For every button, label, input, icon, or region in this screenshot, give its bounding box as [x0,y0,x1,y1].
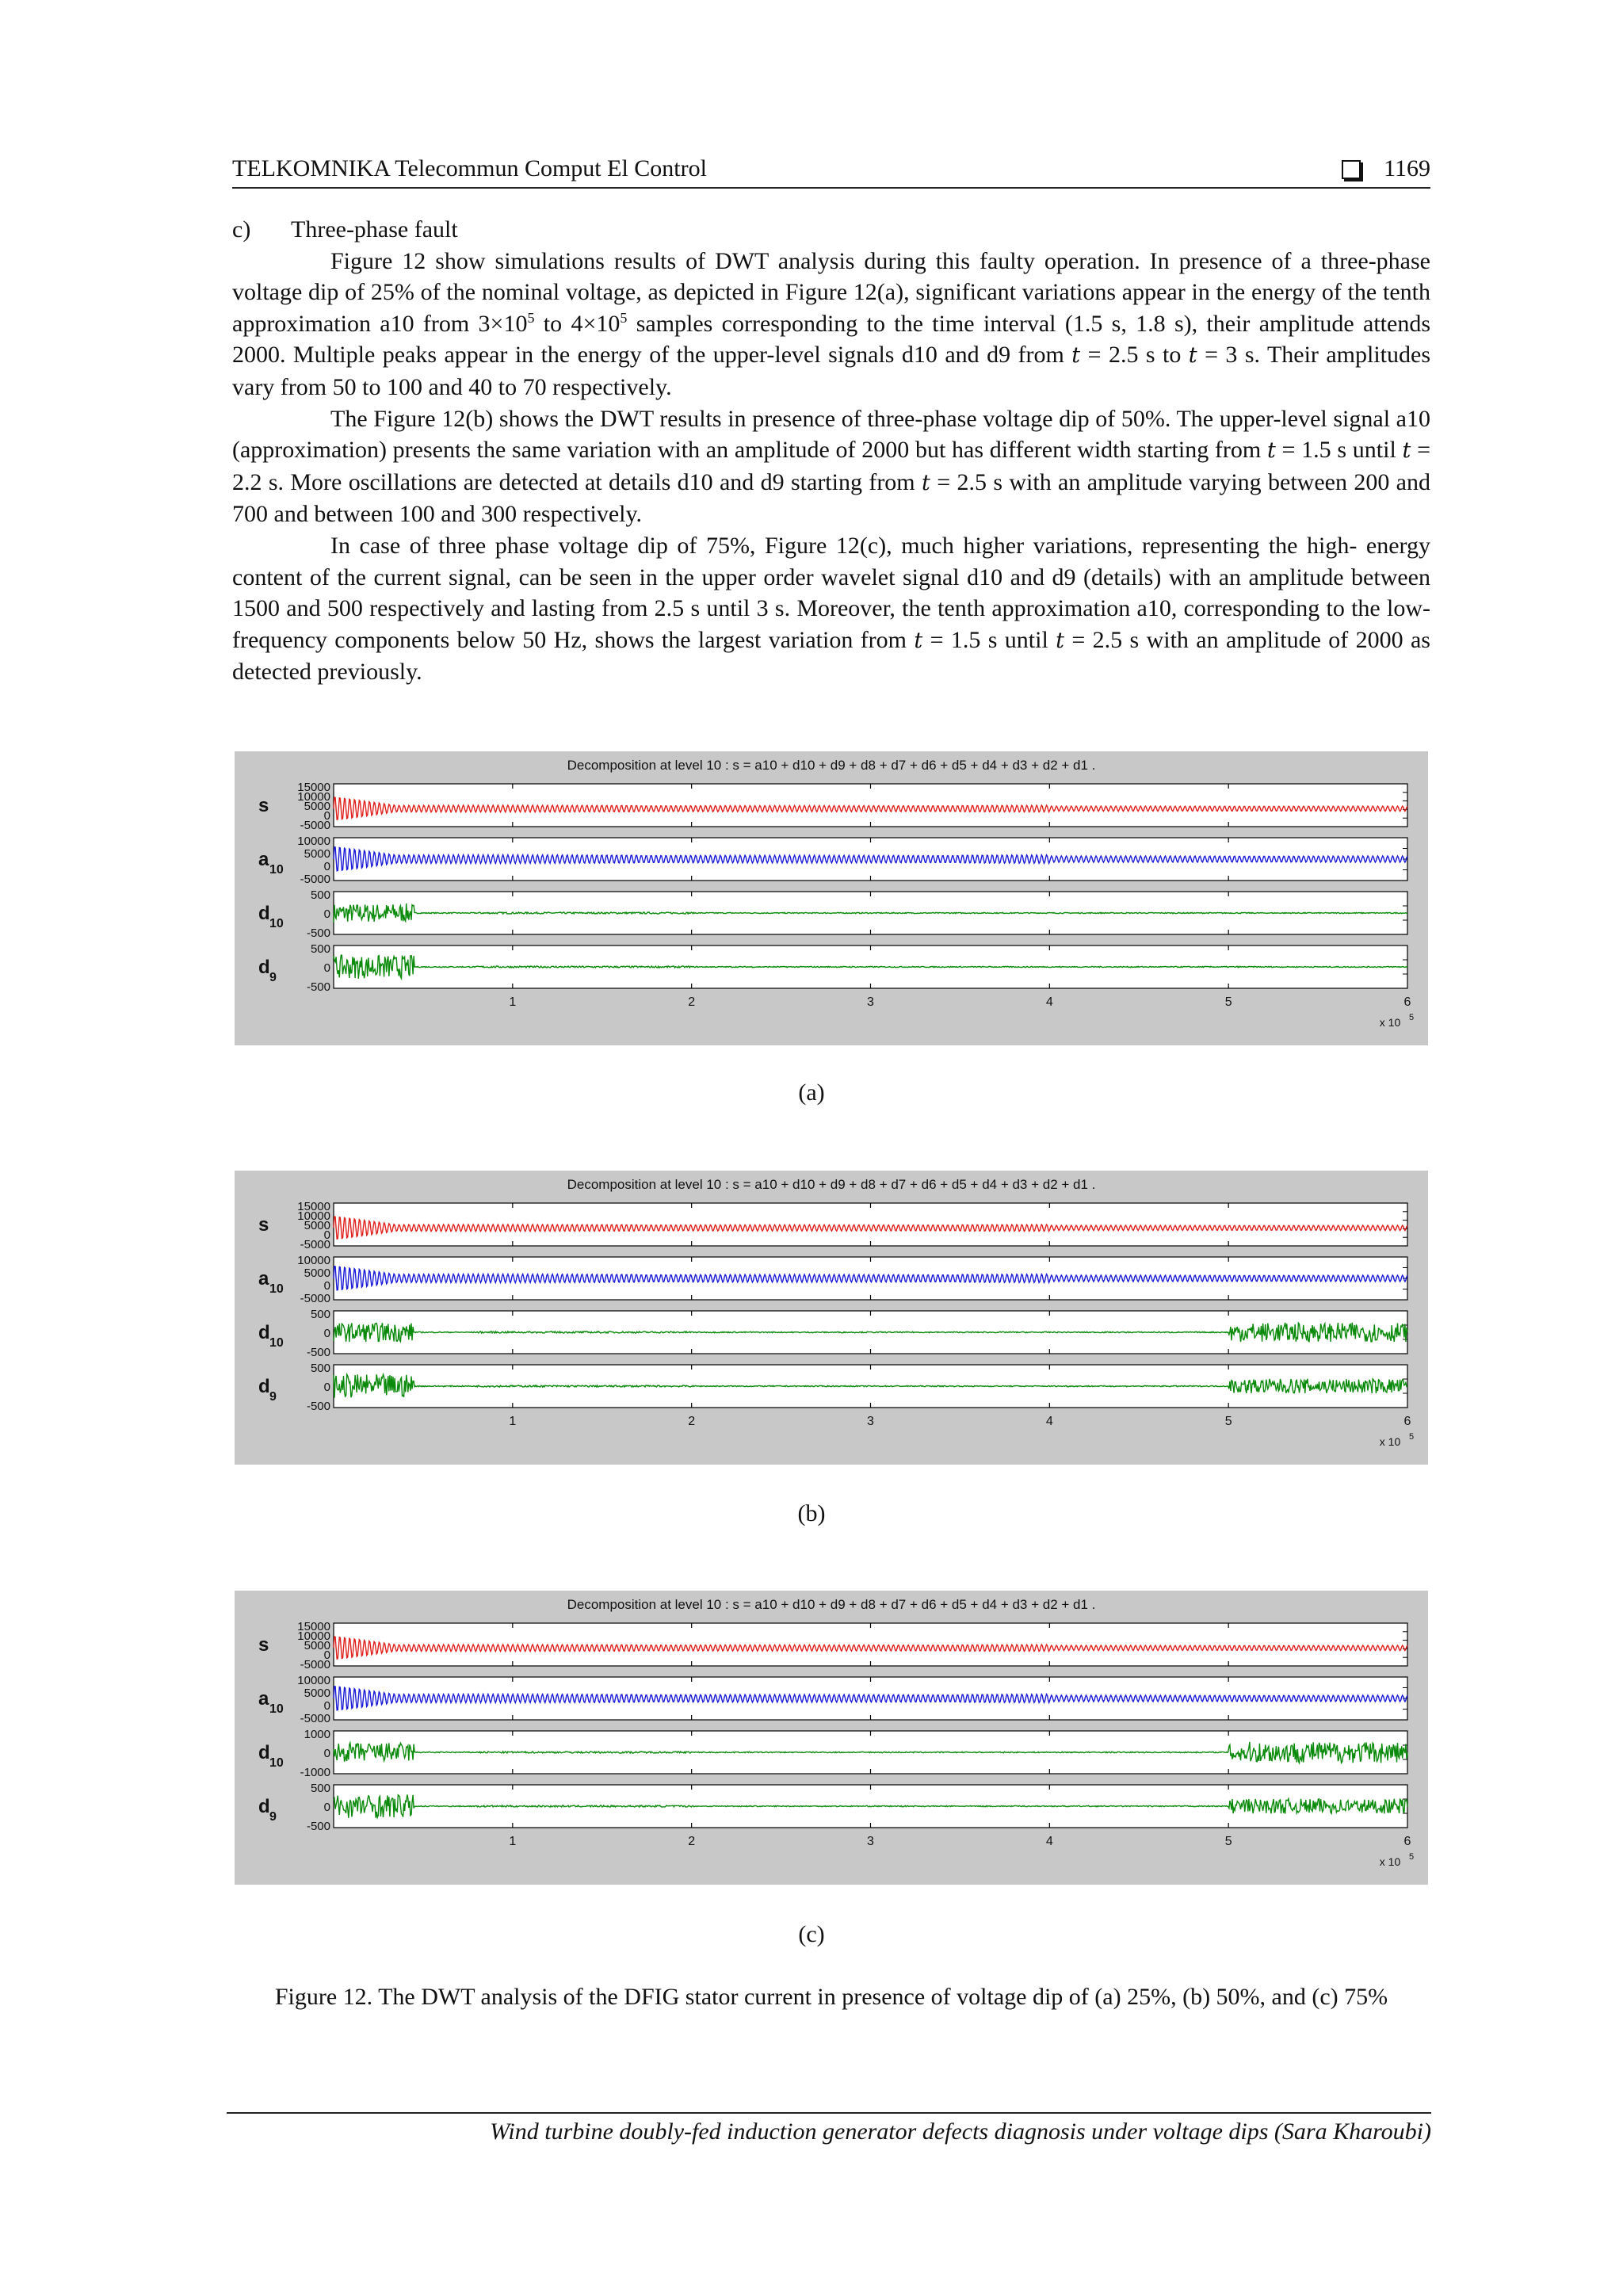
y-tick-label: 0 [323,1648,330,1662]
figure-12b [235,1171,1428,1465]
y-tick-label: 0 [323,1801,330,1814]
row-label-subscript: 9 [269,971,277,984]
math-t: t [1266,438,1276,464]
x-multiplier-label: x 10 [1379,1855,1401,1868]
y-tick-label: 0 [323,1381,330,1394]
p1-text-e: = 3 s. Their amplitudes vary from 50 to 100 and 40 to 70 respectively. [232,342,1430,400]
x-multiplier-label: x 10 [1379,1016,1401,1029]
y-tick-label: 5000 [304,1219,330,1232]
x-tick-label: 3 [867,1835,874,1848]
row-label-d9: d [258,1796,270,1817]
y-tick-label: 10000 [297,790,330,804]
row-label-subscript: 10 [269,917,284,930]
journal-title: TELKOMNIKA Telecommun Comput El Control [232,155,707,181]
math-t: t [1071,343,1081,369]
row-label-subscript: 10 [269,1282,284,1296]
x-tick-label: 1 [509,1415,517,1428]
subcaption-c: (c) [798,1921,825,1947]
row-label-subscript: 9 [269,1390,277,1404]
y-tick-label: 0 [323,1699,330,1713]
y-tick-label: 500 [310,1362,330,1375]
y-tick-label: -500 [306,980,330,994]
row-label-subscript: 10 [269,863,284,877]
y-tick-label: 0 [323,1279,330,1293]
p2-text-a: The Figure 12(b) shows the DWT results in presence of three-phase voltage dip of 50%. The upper-level signal a10 (approximation) presents the same variation with an amplitude of 2000 but has different width starting from [232,405,1430,464]
figure-title: Decomposition at level 10 : s = a10 + d10 + d9 + d8 + d7 + d6 + d5 + d4 + d3 + d2 + d1 . [567,1177,1096,1192]
y-tick-label: 0 [323,809,330,823]
x-tick-label: 2 [688,1415,696,1428]
y-tick-label: 1000 [304,1728,330,1741]
exponent: 5 [527,309,535,326]
y-tick-label: 0 [323,1747,330,1760]
figure-12c [235,1591,1428,1885]
y-tick-label: -500 [306,1346,330,1359]
y-tick-label: 10000 [297,1674,330,1687]
p2-text-d: = 2.5 s with an amplitude varying between 200 and 700 and between 100 and 300 respectively. [232,468,1430,528]
math-t: t [922,470,930,495]
x-tick-label: 5 [1224,1835,1232,1848]
axes-s [334,1623,1407,1666]
y-tick-label: -5000 [300,1658,330,1671]
subcaption-a: (a) [798,1079,825,1106]
p2-text-b: = 1.5 s until [1275,437,1403,464]
section-label: c) [232,216,251,243]
y-tick-label: 5000 [304,1266,330,1280]
y-tick-label: 500 [310,888,330,902]
x-tick-label: 4 [1045,1415,1053,1428]
body-text [232,214,1430,688]
footer-text: Wind turbine doubly-fed induction generator defects diagnosis under voltage dips (Sara Kharoubi) [490,2118,1431,2145]
x-tick-label: 4 [1045,995,1053,1009]
row-label-d10: d [258,903,270,924]
math-t: t [1402,438,1411,464]
row-label-s: s [258,795,269,816]
page-number: 1169 [1384,155,1430,181]
row-label-subscript: 10 [269,1336,284,1350]
x-tick-label: 1 [509,1835,517,1848]
row-label-a10: a [258,1688,269,1710]
p3-text-c: = 2.5 s with an amplitude of 2000 as detected previously. [232,626,1430,686]
x-tick-label: 1 [509,995,517,1009]
math-t: t [1056,628,1065,653]
y-tick-label: 10000 [297,1254,330,1267]
y-tick-label: 5000 [304,1639,330,1652]
p2-text-c: = 2.2 s. More oscillations are detected at details d10 and d9 starting from [232,437,1430,495]
x-multiplier-exponent: 5 [1409,1432,1415,1442]
y-tick-label: -1000 [300,1766,330,1779]
y-tick-label: 15000 [297,781,330,794]
running-footer [227,2112,1431,2145]
y-tick-label: 10000 [297,1209,330,1223]
y-tick-label: 5000 [304,847,330,861]
paragraph-1 [232,246,1430,403]
y-tick-label: -5000 [300,873,330,886]
dwt-plot-svg [235,1591,1428,1885]
paragraph-3 [232,530,1430,688]
math-t: t [1188,343,1197,369]
p1-text-d: = 2.5 s to [1080,342,1189,369]
x-tick-label: 6 [1403,995,1411,1009]
row-label-subscript: 10 [269,1702,284,1716]
x-tick-label: 5 [1224,1415,1232,1428]
x-multiplier-exponent: 5 [1409,1013,1415,1022]
y-tick-label: 500 [310,1782,330,1795]
row-label-subscript: 9 [269,1810,277,1824]
figure-caption: Figure 12. The DWT analysis of the DFIG stator current in presence of voltage dip of (a) 25%, (b) 50%, and (c) 75% [274,1984,1388,2010]
paragraph-2 [232,403,1430,530]
row-label-d9: d [258,957,270,978]
row-label-a10: a [258,1268,269,1289]
row-label-s: s [258,1214,269,1236]
y-tick-label: 5000 [304,1687,330,1700]
x-tick-label: 2 [688,995,696,1009]
dwt-plot-svg [235,1171,1428,1465]
y-tick-label: -500 [306,1820,330,1833]
x-multiplier-label: x 10 [1379,1435,1401,1448]
x-tick-label: 3 [867,1415,874,1428]
x-multiplier-exponent: 5 [1409,1852,1415,1862]
p1-text-a: Figure 12 show simulations results of DWT analysis during this faulty operation. In presence of a three-phase voltage dip of 25% of the nominal voltage, as depicted in Figure 12(a), significant variations appear in the energy of the tenth approximation a10 from 3×10 [232,247,1430,337]
axes-s [334,1203,1407,1246]
y-tick-label: 0 [323,961,330,975]
x-tick-label: 3 [867,995,874,1009]
p3-text-b: = 1.5 s until [922,626,1056,653]
row-label-a10: a [258,849,269,870]
x-tick-label: 6 [1403,1415,1411,1428]
y-tick-label: 500 [310,1308,330,1321]
math-t: t [914,628,923,653]
y-tick-label: 15000 [297,1200,330,1213]
y-tick-label: 500 [310,942,330,956]
x-tick-label: 6 [1403,1835,1411,1848]
y-tick-label: 10000 [297,1629,330,1643]
p1-text-b: to 4×10 [534,310,621,337]
y-tick-label: 0 [323,860,330,873]
y-tick-label: -500 [306,1400,330,1413]
y-tick-label: -5000 [300,1712,330,1725]
y-tick-label: -5000 [300,819,330,832]
p3-text-a: In case of three phase voltage dip of 75%, Figure 12(c), much higher variations, representing the high- energy content of the current signal, can be seen in the upper order wavelet signal d10 and d9 (details) with an amplitude between 1500 and 500 respectively and lasting from 2.5 s until 3 s. Moreover, the tenth approximation a10, corresponding to the low-frequency components below 50 Hz, shows the largest variation from [232,532,1430,653]
figure-title: Decomposition at level 10 : s = a10 + d10 + d9 + d8 + d7 + d6 + d5 + d4 + d3 + d2 + d1 . [567,1597,1096,1612]
y-tick-label: 0 [323,907,330,921]
square-bullet-icon [1342,160,1361,179]
x-tick-label: 5 [1224,995,1232,1009]
x-tick-label: 4 [1045,1835,1053,1848]
y-tick-label: -5000 [300,1292,330,1305]
dwt-plot-svg [235,751,1428,1045]
row-label-d10: d [258,1322,270,1343]
row-label-s: s [258,1634,269,1656]
section-title: Three-phase fault [291,216,458,243]
y-tick-label: -5000 [300,1238,330,1251]
section-heading [232,214,1430,246]
y-tick-label: 5000 [304,800,330,813]
row-label-d9: d [258,1376,270,1397]
y-tick-label: 0 [323,1228,330,1242]
axes-s [334,784,1407,827]
exponent: 5 [620,309,628,326]
y-tick-label: 0 [323,1327,330,1340]
figure-title: Decomposition at level 10 : s = a10 + d10 + d9 + d8 + d7 + d6 + d5 + d4 + d3 + d2 + d1 . [567,758,1096,773]
figure-12a [235,751,1428,1045]
running-header [232,155,1430,189]
y-tick-label: -500 [306,926,330,940]
subcaption-b: (b) [797,1500,826,1526]
y-tick-label: 15000 [297,1620,330,1633]
p1-text-c: samples corresponding to the time interval (1.5 s, 1.8 s), their amplitude attends 2000. Multiple peaks appear in the energy of the upper-level signals d10 and d9 from [232,310,1430,369]
row-label-subscript: 10 [269,1756,284,1770]
x-tick-label: 2 [688,1835,696,1848]
y-tick-label: 10000 [297,835,330,848]
row-label-d10: d [258,1742,270,1763]
